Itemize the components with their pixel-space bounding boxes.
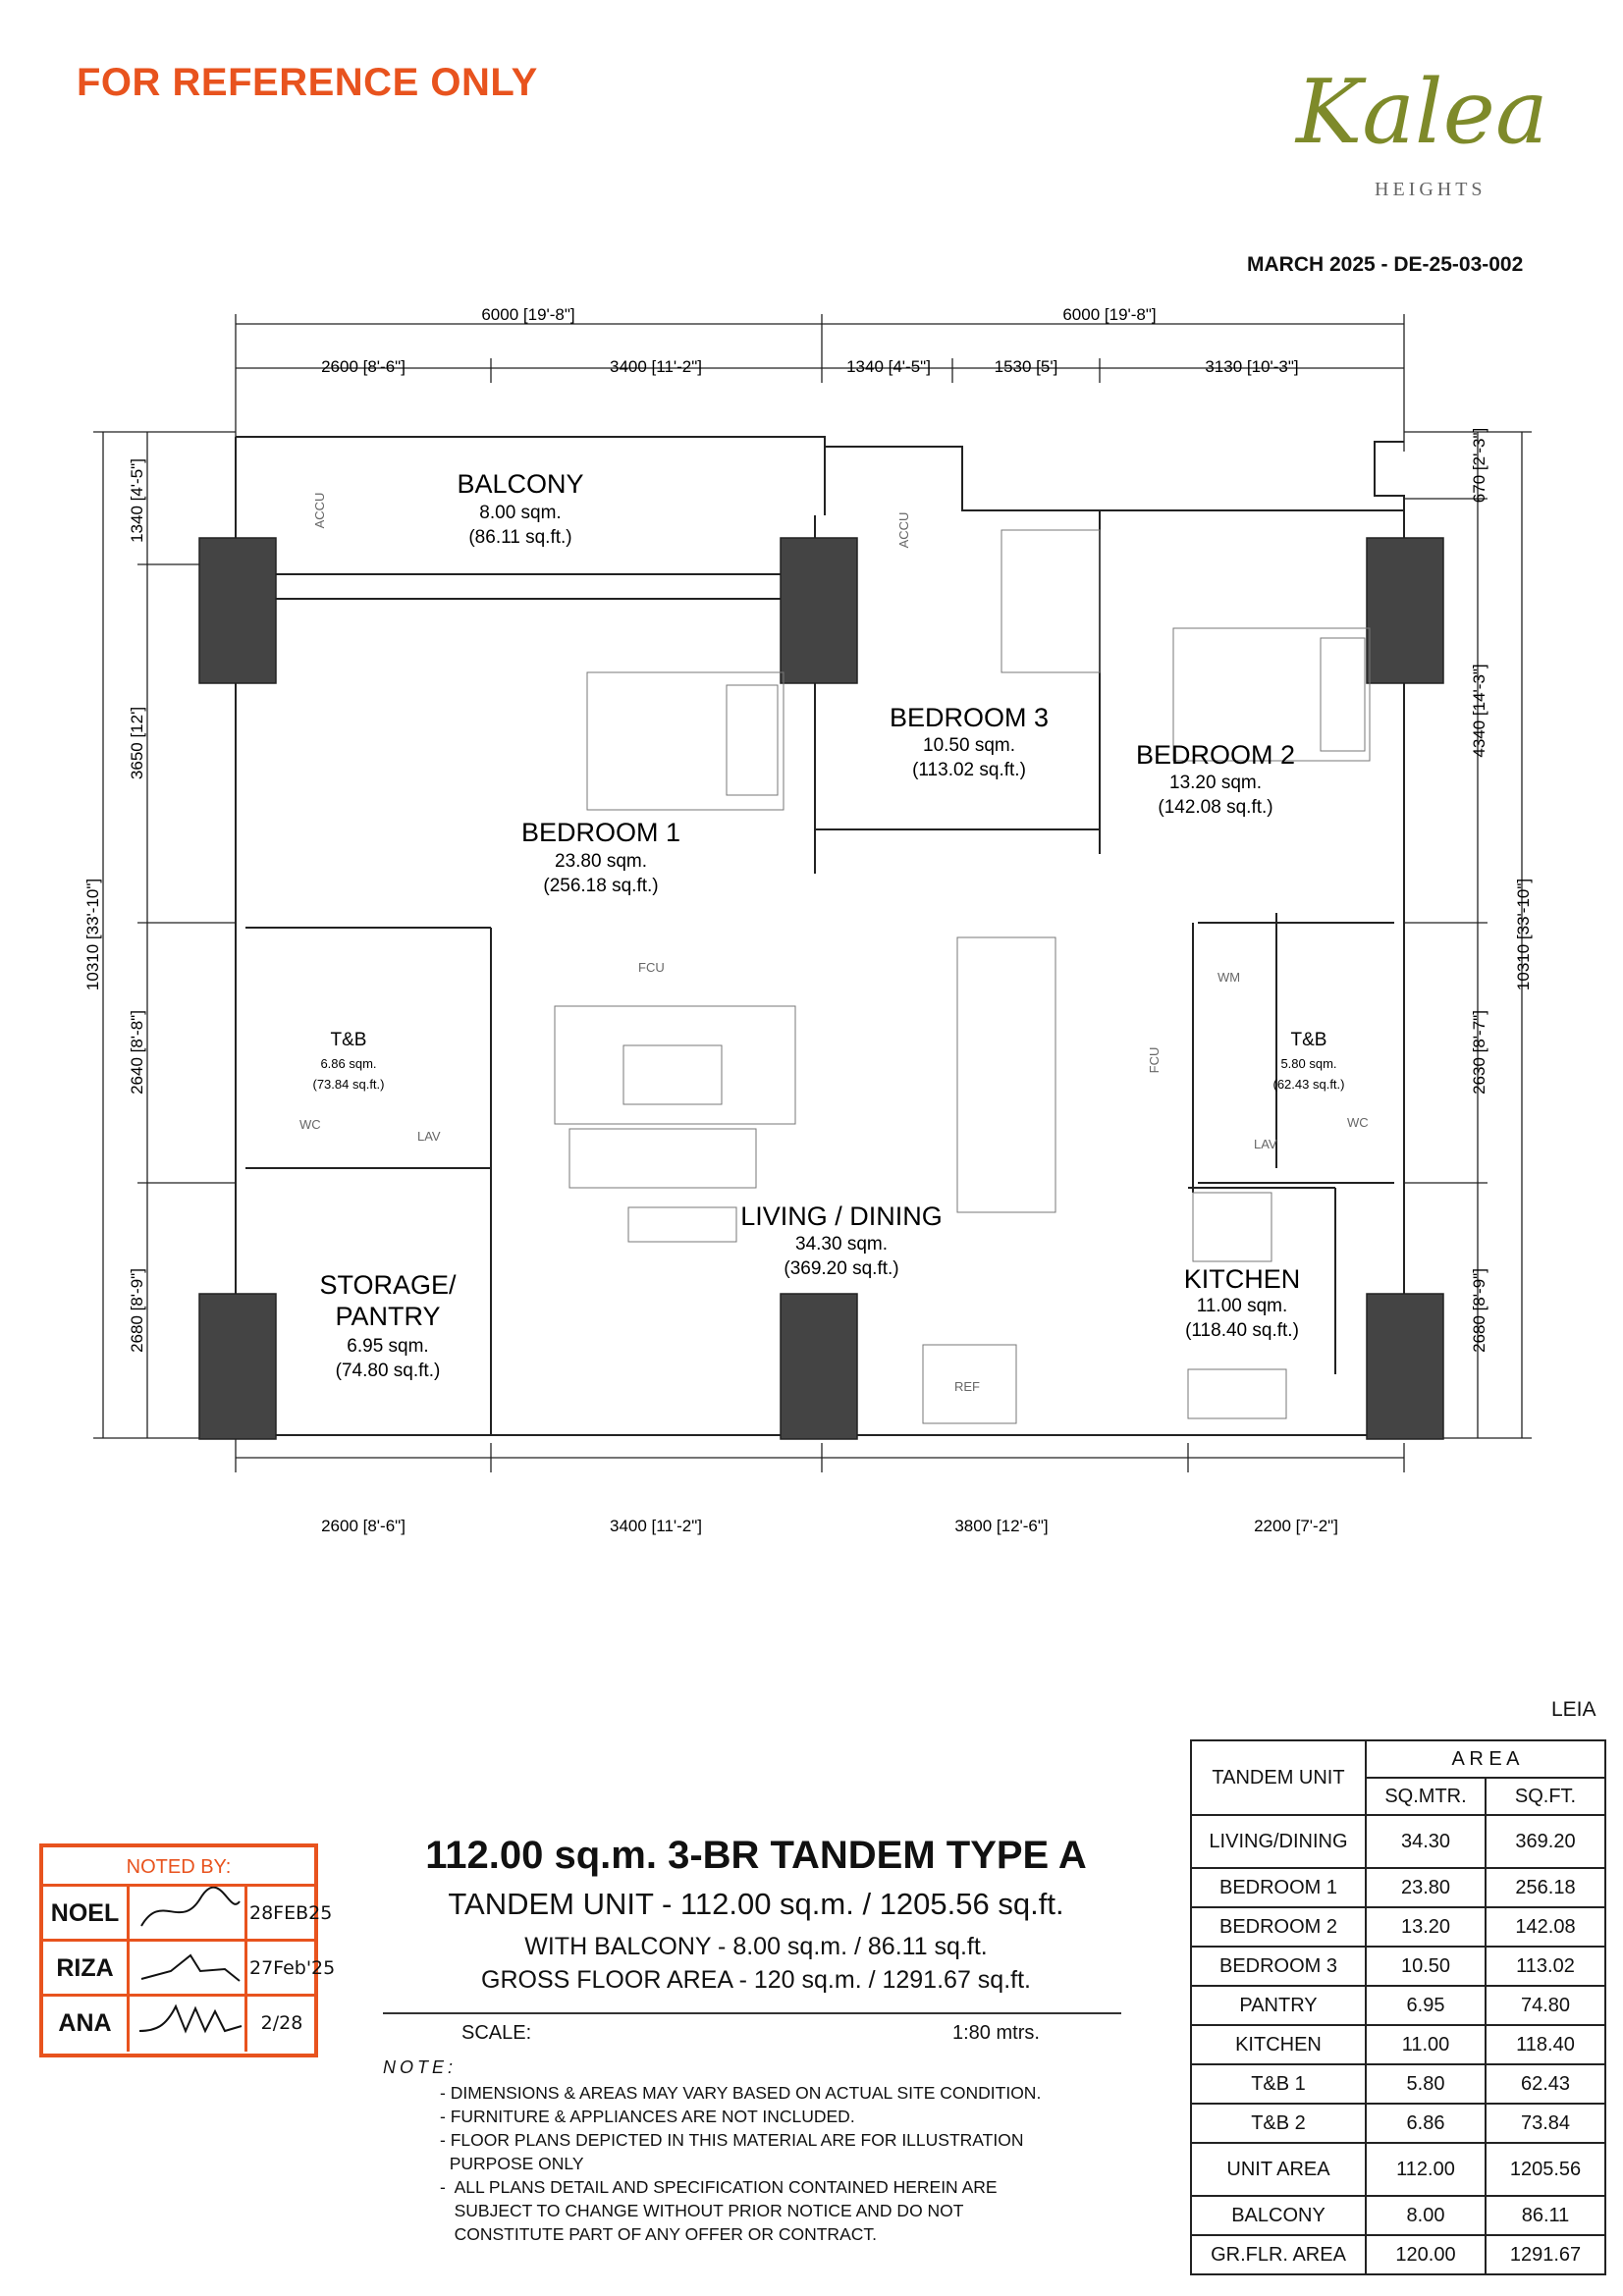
- notes-list: [440, 2081, 1127, 2246]
- divider: [383, 2012, 1121, 2014]
- logo-subtitle: HEIGHTS: [1375, 179, 1487, 200]
- balcony-area-line: WITH BALCONY - 8.00 sq.m. / 86.11 sq.ft.: [524, 1933, 988, 1960]
- table-cell-sqft: 118.40: [1486, 2025, 1605, 2064]
- signature: [132, 1942, 247, 1994]
- noted-name: RIZA: [43, 1942, 130, 1994]
- tb-left-label: T&B: [330, 1030, 367, 1050]
- table-header-sqm: SQ.MTR.: [1366, 1778, 1486, 1815]
- noted-name: ANA: [43, 1997, 130, 2052]
- table-cell-sqft: 62.43: [1486, 2064, 1605, 2104]
- table-cell-label: KITCHEN: [1191, 2025, 1366, 2064]
- area-table: [1190, 1739, 1606, 2275]
- note-line: - ALL PLANS DETAIL AND SPECIFICATION CONTAINED HEREIN ARE: [440, 2177, 998, 2197]
- area-table-body: [1191, 1815, 1605, 2274]
- bedroom2-label: BEDROOM 2: [1135, 740, 1296, 770]
- table-cell-sqm: 23.80: [1366, 1868, 1486, 1907]
- dim-left-seg: 1340 [4'-5"]: [128, 458, 146, 543]
- table-row: [1191, 1815, 1605, 1868]
- table-cell-sqm: 6.86: [1366, 2104, 1486, 2143]
- storage-sqm: 6.95 sqm.: [347, 1336, 429, 1357]
- kitchen-label: KITCHEN: [1183, 1264, 1301, 1294]
- table-cell-label: PANTRY: [1191, 1986, 1366, 2025]
- noted-name: NOEL: [43, 1887, 130, 1939]
- dim-right-seg: 2630 [8'-7"]: [1470, 1010, 1488, 1095]
- tb-right-sqft: (62.43 sq.ft.): [1272, 1077, 1345, 1092]
- noted-date: 27Feb'25: [249, 1957, 336, 1979]
- signature: [132, 1997, 247, 2052]
- table-cell-sqm: 112.00: [1366, 2143, 1486, 2196]
- fcu-label-living: FCU: [638, 960, 665, 975]
- lav-label-left: LAV: [417, 1129, 441, 1144]
- noted-row: [43, 1942, 336, 1997]
- note-line: CONSTITUTE PART OF ANY OFFER OR CONTRACT.: [440, 2224, 877, 2244]
- table-header-area: A R E A: [1366, 1740, 1605, 1778]
- gross-area-line: GROSS FLOOR AREA - 120 sq.m. / 1291.67 sq.ft.: [481, 1966, 1031, 1994]
- table-cell-label: BEDROOM 1: [1191, 1868, 1366, 1907]
- kitchen-sqft: (118.40 sq.ft.): [1185, 1320, 1299, 1341]
- kitchen-sqm: 11.00 sqm.: [1196, 1296, 1288, 1316]
- table-row: [1191, 1907, 1605, 1947]
- noted-date: 2/28: [260, 2012, 303, 2034]
- dim-left-seg: 2640 [8'-8"]: [128, 1010, 146, 1095]
- unit-title: 112.00 sq.m. 3-BR TANDEM TYPE A: [425, 1834, 1087, 1877]
- storage-sqft: (74.80 sq.ft.): [335, 1361, 441, 1381]
- dim-bottom-seg: 2600 [8'-6"]: [321, 1517, 406, 1535]
- table-cell-sqm: 6.95: [1366, 1986, 1486, 2025]
- table-cell-sqft: 1291.67: [1486, 2235, 1605, 2274]
- lav-label-right: LAV: [1254, 1137, 1277, 1151]
- accu-label-left: ACCU: [312, 492, 327, 529]
- bedroom3-sqm: 10.50 sqm.: [923, 735, 1015, 756]
- noted-row: [43, 1997, 314, 2052]
- table-cell-sqm: 10.50: [1366, 1947, 1486, 1986]
- table-cell-sqft: 369.20: [1486, 1815, 1605, 1868]
- ref-label: REF: [954, 1379, 980, 1394]
- table-row: [1191, 2025, 1605, 2064]
- dim-top-seg: 1530 [5']: [994, 357, 1058, 376]
- dim-right-overall: 10310 [33'-10"]: [1514, 878, 1533, 991]
- dim-right-seg: 4340 [14'-3"]: [1470, 664, 1488, 758]
- table-cell-sqm: 11.00: [1366, 2025, 1486, 2064]
- dim-top-overall-right: 6000 [19'-8"]: [1062, 305, 1157, 324]
- balcony-sqm: 8.00 sqm.: [479, 503, 562, 523]
- table-cell-sqm: 120.00: [1366, 2235, 1486, 2274]
- bedroom2-sqft: (142.08 sq.ft.): [1158, 797, 1273, 818]
- wm-label: WM: [1217, 970, 1241, 985]
- note-line: - FURNITURE & APPLIANCES ARE NOT INCLUDED.: [440, 2107, 855, 2126]
- table-cell-sqm: 8.00: [1366, 2196, 1486, 2235]
- storage-label-line1: STORAGE/: [319, 1270, 457, 1300]
- table-cell-sqft: 73.84: [1486, 2104, 1605, 2143]
- tb-left-sqm: 6.86 sqm.: [320, 1056, 377, 1071]
- table-cell-sqft: 1205.56: [1486, 2143, 1605, 2196]
- table-row: [1191, 1947, 1605, 1986]
- living-dining-sqm: 34.30 sqm.: [795, 1234, 888, 1255]
- table-cell-label: GR.FLR. AREA: [1191, 2235, 1366, 2274]
- table-cell-sqm: 34.30: [1366, 1815, 1486, 1868]
- note-line: - DIMENSIONS & AREAS MAY VARY BASED ON ACTUAL SITE CONDITION.: [440, 2083, 1042, 2103]
- dim-right-seg: 670 [2'-3"]: [1470, 427, 1488, 504]
- wc-label-left: WC: [299, 1117, 321, 1132]
- bedroom3-label: BEDROOM 3: [889, 703, 1050, 732]
- living-dining-label: LIVING / DINING: [740, 1201, 943, 1231]
- balcony-sqft: (86.11 sq.ft.): [468, 527, 572, 548]
- noted-row: [43, 1887, 333, 1942]
- table-cell-label: T&B 2: [1191, 2104, 1366, 2143]
- reference-banner: FOR REFERENCE ONLY: [77, 61, 538, 104]
- table-cell-sqft: 256.18: [1486, 1868, 1605, 1907]
- wc-label-right: WC: [1347, 1115, 1369, 1130]
- unit-code-label: LEIA: [1551, 1698, 1596, 1721]
- scale-value: 1:80 mtrs.: [952, 2022, 1040, 2044]
- fcu-label-kitchen: FCU: [1147, 1046, 1162, 1074]
- tb-right-label: T&B: [1290, 1030, 1327, 1050]
- dim-bottom-seg: 2200 [7'-2"]: [1254, 1517, 1338, 1535]
- dim-left-seg: 2680 [8'-9"]: [128, 1268, 146, 1353]
- living-dining-sqft: (369.20 sq.ft.): [784, 1258, 899, 1279]
- table-cell-sqft: 86.11: [1486, 2196, 1605, 2235]
- table-row: [1191, 1868, 1605, 1907]
- note-header: NOTE:: [383, 2057, 458, 2077]
- dim-top-seg: 1340 [4'-5"]: [846, 357, 931, 376]
- dim-top-overall-left: 6000 [19'-8"]: [481, 305, 575, 324]
- table-cell-label: BALCONY: [1191, 2196, 1366, 2235]
- signature: [132, 1887, 247, 1939]
- table-cell-label: BEDROOM 3: [1191, 1947, 1366, 1986]
- table-cell-sqm: 5.80: [1366, 2064, 1486, 2104]
- unit-area-line: TANDEM UNIT - 112.00 sq.m. / 1205.56 sq.ft.: [448, 1887, 1064, 1921]
- table-row: [1191, 2143, 1605, 2196]
- note-line: SUBJECT TO CHANGE WITHOUT PRIOR NOTICE AND DO NOT: [440, 2201, 964, 2220]
- dim-top-seg: 2600 [8'-6"]: [321, 357, 406, 376]
- table-header-unit: TANDEM UNIT: [1191, 1740, 1366, 1815]
- table-cell-sqft: 113.02: [1486, 1947, 1605, 1986]
- logo-script: Kalea: [1296, 61, 1548, 164]
- dim-top-seg: 3130 [10'-3"]: [1205, 357, 1299, 376]
- bedroom1-label: BEDROOM 1: [520, 818, 681, 847]
- document-date-code: MARCH 2025 - DE-25-03-002: [1247, 253, 1524, 276]
- table-row: [1191, 2104, 1605, 2143]
- bedroom1-sqft: (256.18 sq.ft.): [543, 876, 659, 896]
- table-header-sqft: SQ.FT.: [1486, 1778, 1605, 1815]
- noted-date: 28FEB25: [249, 1902, 333, 1924]
- bedroom3-sqft: (113.02 sq.ft.): [912, 760, 1026, 780]
- dim-bottom-seg: 3400 [11'-2"]: [609, 1517, 703, 1535]
- note-line: - FLOOR PLANS DEPICTED IN THIS MATERIAL ARE FOR ILLUSTRATION: [440, 2130, 1024, 2150]
- table-cell-label: LIVING/DINING: [1191, 1815, 1366, 1868]
- table-cell-label: BEDROOM 2: [1191, 1907, 1366, 1947]
- table-cell-label: T&B 1: [1191, 2064, 1366, 2104]
- table-row: [1191, 2196, 1605, 2235]
- bedroom1-sqm: 23.80 sqm.: [555, 851, 647, 872]
- table-cell-label: UNIT AREA: [1191, 2143, 1366, 2196]
- tb-left-sqft: (73.84 sq.ft.): [312, 1077, 385, 1092]
- note-line: PURPOSE ONLY: [440, 2154, 584, 2173]
- dim-bottom-seg: 3800 [12'-6"]: [954, 1517, 1049, 1535]
- accu-label-right: ACCU: [896, 511, 911, 549]
- table-row: [1191, 1986, 1605, 2025]
- dim-left-overall: 10310 [33'-10"]: [83, 878, 102, 991]
- table-cell-sqft: 74.80: [1486, 1986, 1605, 2025]
- table-row: [1191, 2235, 1605, 2274]
- dim-top-seg: 3400 [11'-2"]: [609, 357, 703, 376]
- balcony-label: BALCONY: [457, 469, 584, 499]
- table-row: [1191, 2064, 1605, 2104]
- bedroom2-sqm: 13.20 sqm.: [1169, 773, 1262, 793]
- table-cell-sqm: 13.20: [1366, 1907, 1486, 1947]
- storage-label-line2: PANTRY: [335, 1302, 441, 1331]
- table-cell-sqft: 142.08: [1486, 1907, 1605, 1947]
- tb-right-sqm: 5.80 sqm.: [1280, 1056, 1337, 1071]
- noted-by-box: [39, 1843, 336, 2057]
- scale-label: SCALE:: [461, 2022, 532, 2044]
- dim-left-seg: 3650 [12']: [128, 706, 146, 780]
- noted-by-header: NOTED BY:: [43, 1847, 314, 1887]
- dim-right-seg: 2680 [8'-9"]: [1470, 1268, 1488, 1353]
